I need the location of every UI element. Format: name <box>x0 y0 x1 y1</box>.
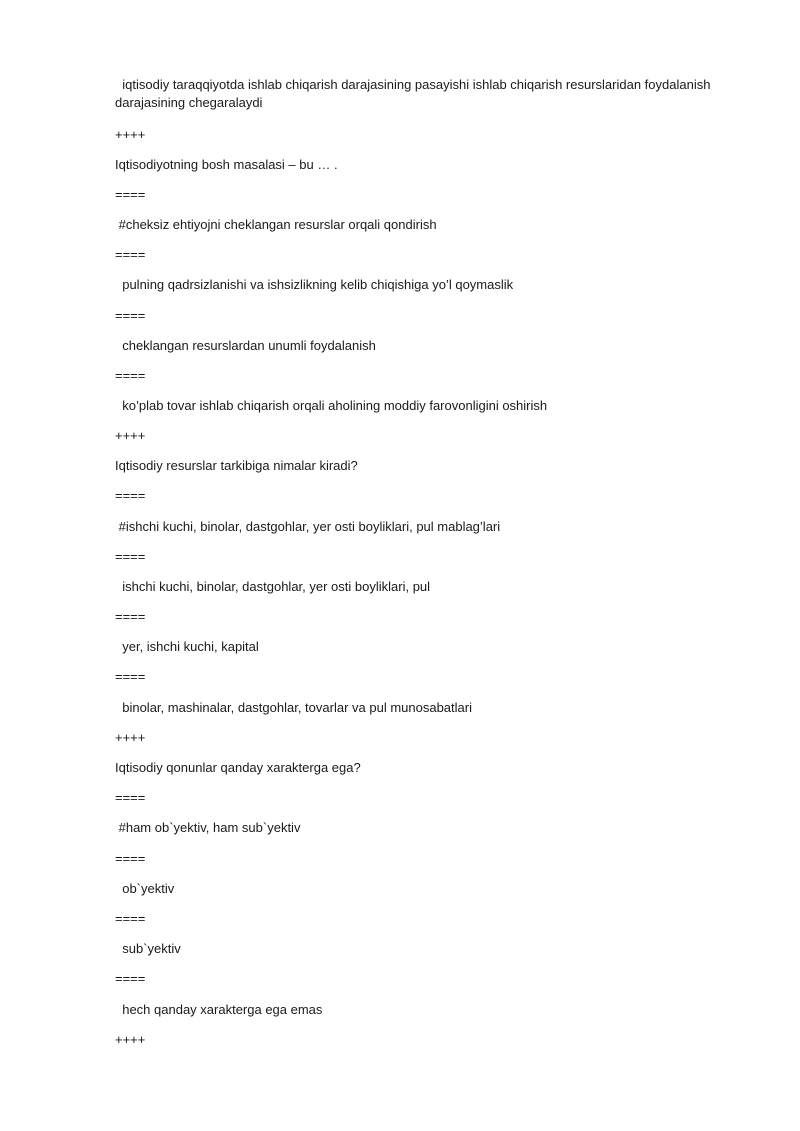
answer-option: ob`yektiv <box>115 881 175 896</box>
option-separator: ==== <box>115 187 146 202</box>
answer-option: yer, ishchi kuchi, kapital <box>115 639 259 654</box>
option-separator: ==== <box>115 488 146 503</box>
option-separator: ==== <box>115 911 146 926</box>
option-separator: ==== <box>115 368 146 383</box>
correct-answer-option: #cheksiz ehtiyojni cheklangan resurslar orqali qondirish <box>115 217 437 232</box>
option-separator: ==== <box>115 609 146 624</box>
answer-option: sub`yektiv <box>115 941 181 956</box>
option-separator: ==== <box>115 971 146 986</box>
answer-option: binolar, mashinalar, dastgohlar, tovarlar va pul munosabatlari <box>115 700 472 715</box>
question-separator: ++++ <box>115 127 146 142</box>
correct-answer-option: #ishchi kuchi, binolar, dastgohlar, yer osti boyliklari, pul mablag’lari <box>115 519 501 534</box>
answer-option: ishchi kuchi, binolar, dastgohlar, yer osti boyliklari, pul <box>115 579 431 594</box>
option-separator: ==== <box>115 790 146 805</box>
answer-option: iqtisodiy taraqqiyotda ishlab chiqarish darajasining pasayishi ishlab chiqarish resurslaridan foydalanish darajasining chegaralaydi <box>115 77 715 110</box>
question-text: Iqtisodiyotning bosh masalasi – bu … . <box>115 157 338 172</box>
option-separator: ==== <box>115 851 146 866</box>
question-separator: ++++ <box>115 1032 146 1047</box>
correct-answer-option: #ham ob`yektiv, ham sub`yektiv <box>115 820 301 835</box>
question-text: Iqtisodiy qonunlar qanday xarakterga ega? <box>115 760 361 775</box>
option-separator: ==== <box>115 308 146 323</box>
question-separator: ++++ <box>115 730 146 745</box>
option-separator: ==== <box>115 669 146 684</box>
question-separator: ++++ <box>115 428 146 443</box>
answer-option: pulning qadrsizlanishi va ishsizlikning kelib chiqishiga yo’l qoymaslik <box>115 277 514 292</box>
answer-option: hech qanday xarakterga ega emas <box>115 1002 323 1017</box>
question-text: Iqtisodiy resurslar tarkibiga nimalar kiradi? <box>115 458 358 473</box>
option-separator: ==== <box>115 247 146 262</box>
answer-option: cheklangan resurslardan unumli foydalanish <box>115 338 376 353</box>
option-separator: ==== <box>115 549 146 564</box>
answer-option: ko’plab tovar ishlab chiqarish orqali aholining moddiy farovonligini oshirish <box>115 398 548 413</box>
